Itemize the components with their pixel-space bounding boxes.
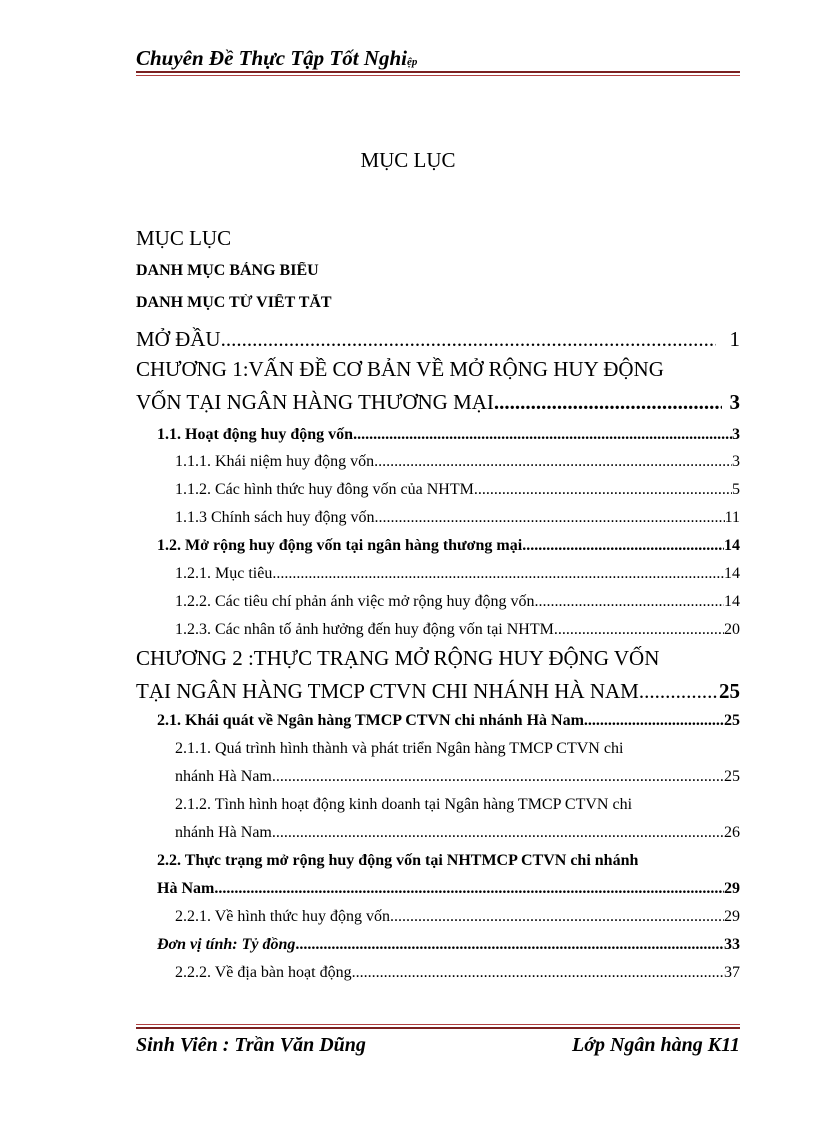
toc-entry-2-2-2[interactable]: 2.2.2. Về địa bàn hoạt động ..... 37 [175,964,740,982]
toc-entry-2-1-1-cont[interactable]: nhánh Hà Nam ..... 25 [175,768,740,786]
toc-entry-1-1-1[interactable]: 1.1.1. Khái niệm huy động vốn ..... 3 [175,453,740,471]
toc-entry-1-2-1[interactable]: 1.2.1. Mục tiêu ..... 14 [175,565,740,583]
toc-entry-2-1-2[interactable]: 2.1.2. Tình hình hoạt động kinh doanh tại Ngân hàng TMCP CTVN chi [175,796,633,813]
toc-entry-2-1[interactable]: 2.1. Khái quát về Ngân hàng TMCP CTVN chi nhánh Hà Nam ..... 25 [157,712,740,730]
toc-entry-1-1[interactable]: 1.1. Hoạt động huy động vốn ..... 3 [157,426,740,444]
footer-class-name: Lớp Ngân hàng K11 [572,1034,740,1056]
toc-entry-2-1-1[interactable]: 2.1.1. Quá trình hình thành và phát triển Ngân hàng TMCP CTVN chi [175,740,624,757]
toc-entry-chapter-2-cont[interactable]: TẠI NGÂN HÀNG TMCP CTVN CHI NHÁNH HÀ NAM ..... 25 [136,679,740,704]
toc-entry-1-2-2[interactable]: 1.2.2. Các tiêu chí phản ánh việc mở rộng huy động vốn ..... 14 [175,593,740,611]
page-title: MỤC LỤC [360,148,456,172]
toc-entry-chapter-2[interactable]: CHƯƠNG 2 :THỰC TRẠNG MỞ RỘNG HUY ĐỘNG VỐN [136,646,660,670]
header-title: Chuyên Đề Thực Tập Tốt Nghiệp [136,46,418,70]
toc-entry-1-2-3[interactable]: 1.2.3. Các nhân tố ảnh hưởng đến huy động vốn tại NHTM ..... 20 [175,621,740,639]
footer-rule [136,1024,740,1029]
toc-entry-2-2-1[interactable]: 2.2.1. Về hình thức huy động vốn ..... 29 [175,908,740,926]
toc-entry-don-vi-tinh[interactable]: Đơn vị tính: Tỷ đồng ..... 33 [157,936,740,954]
toc-entry-1-2[interactable]: 1.2. Mở rộng huy động vốn tại ngân hàng thương mại ..... 14 [157,537,740,555]
toc-entry-2-2-cont[interactable]: Hà Nam ..... 29 [157,880,740,898]
toc-entry-muc-luc[interactable]: MỤC LỤC [136,226,232,250]
toc-entry-mo-dau[interactable]: MỞ ĐẦU ..... 1 [136,327,740,352]
toc-entry-1-1-2[interactable]: 1.1.2. Các hình thức huy đông vốn của NHTM ..... 5 [175,481,740,499]
toc-entry-1-1-3[interactable]: 1.1.3 Chính sách huy động vốn ..... 11 [175,509,740,527]
toc-entry-2-1-2-cont[interactable]: nhánh Hà Nam ..... 26 [175,824,740,842]
toc-entry-bang-bieu[interactable]: DANH MỤC BẢNG BIỂU [136,262,319,279]
toc-entry-2-2[interactable]: 2.2. Thực trạng mở rộng huy động vốn tại NHTMCP CTVN chi nhánh [157,852,639,869]
toc-entry-chapter-1[interactable]: CHƯƠNG 1:VẤN ĐỀ CƠ BẢN VỀ MỞ RỘNG HUY ĐỘNG [136,357,664,381]
toc-entry-tu-viet-tat[interactable]: DANH MỤC TỪ VIẾT TẮT [136,294,332,311]
toc-entry-chapter-1-cont[interactable]: VỐN TẠI NGÂN HÀNG THƯƠNG MẠI ..... 3 [136,390,740,415]
footer-student-name: Sinh Viên : Trần Văn Dũng [136,1034,366,1056]
header-rule [136,71,740,76]
